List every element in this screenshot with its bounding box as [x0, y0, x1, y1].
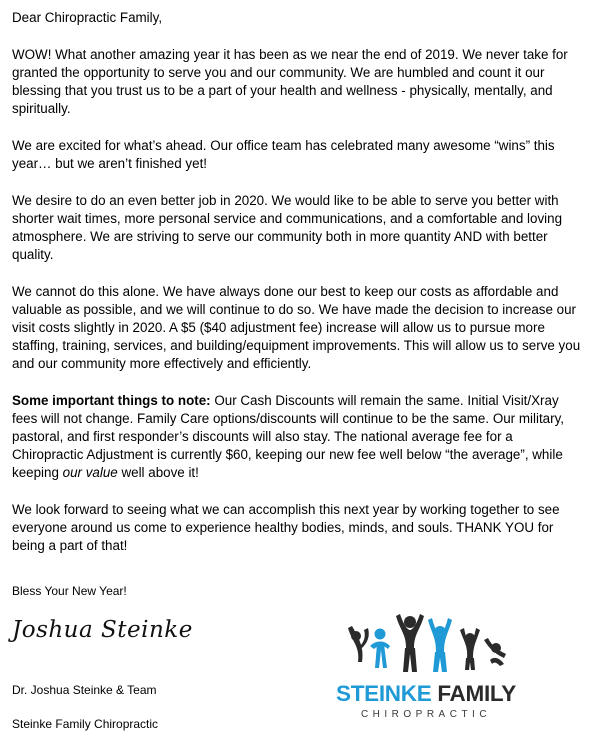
- important-notes-end: well above it!: [117, 465, 199, 480]
- paragraph-important-notes: [12, 392, 582, 482]
- closing-line: Bless Your New Year!: [12, 584, 127, 598]
- logo-brand-steinke: STEINKE: [335, 681, 432, 706]
- important-notes-heading: Some important things to note:: [12, 393, 211, 408]
- signer-name: Dr. Joshua Steinke & Team: [12, 683, 157, 697]
- letter-body: [12, 9, 582, 574]
- logo-brand-family: FAMILY: [437, 681, 516, 706]
- paragraph-cost-increase: We cannot do this alone. We have always done our best to keep our costs as affordable and valuable as possible, and we will continue to do so. We have made the decision to increase our visit costs slightly in 2020. A $5 ($40 adjustment fee) increase will allow us to pursue more staffing, training, services, and building/equipment improvements. This will allow us to serve you and our community more effectively and efficiently.: [12, 284, 581, 371]
- steinke-family-logo: [326, 608, 526, 733]
- logo-brand-name: [326, 681, 526, 707]
- paragraph-intro: WOW! What another amazing year it has been as we near the end of 2019. We never take for granted the opportunity to serve you and our community. We are humbled and count it our blessing that you trust us to be a part of your health and wellness - physically, mentally, and spiritually.: [12, 47, 568, 116]
- paragraph-thank-you: We look forward to seeing what we can accomplish this next year by working together to see everyone around us come to experience healthy bodies, minds, and souls. THANK YOU for being a part of that!: [12, 502, 560, 553]
- handwritten-signature: Joshua Steinke: [12, 617, 193, 643]
- paragraph-excited: We are excited for what’s ahead. Our office team has celebrated many awesome “wins” this year… but we aren’t finished yet!: [12, 138, 555, 171]
- practice-name: Steinke Family Chiropractic: [12, 717, 159, 731]
- logo-subtitle: CHIROPRACTIC: [360, 709, 492, 720]
- important-notes-text: Our Cash Discounts will remain the same. Initial Visit/Xray fees will not change. Family Care options/discounts will continue to be the same. Our military, pastoral, and first responder’s discounts will also stay. The national average fee for a Chiropractic Adjustment is currently $60, keeping our new fee well below “the average”, while keeping: [12, 393, 564, 480]
- greeting: Dear Chiropractic Family,: [12, 10, 163, 25]
- important-notes-emphasis: our value: [62, 465, 118, 480]
- people-figures-icon: [344, 608, 508, 674]
- paragraph-goals: We desire to do an even better job in 2020. We would like to be able to serve you better with shorter wait times, more personal service and communications, and a comfortable and loving atmosphere. We are striving to serve our community both in more quantity AND with better quality.: [12, 193, 563, 262]
